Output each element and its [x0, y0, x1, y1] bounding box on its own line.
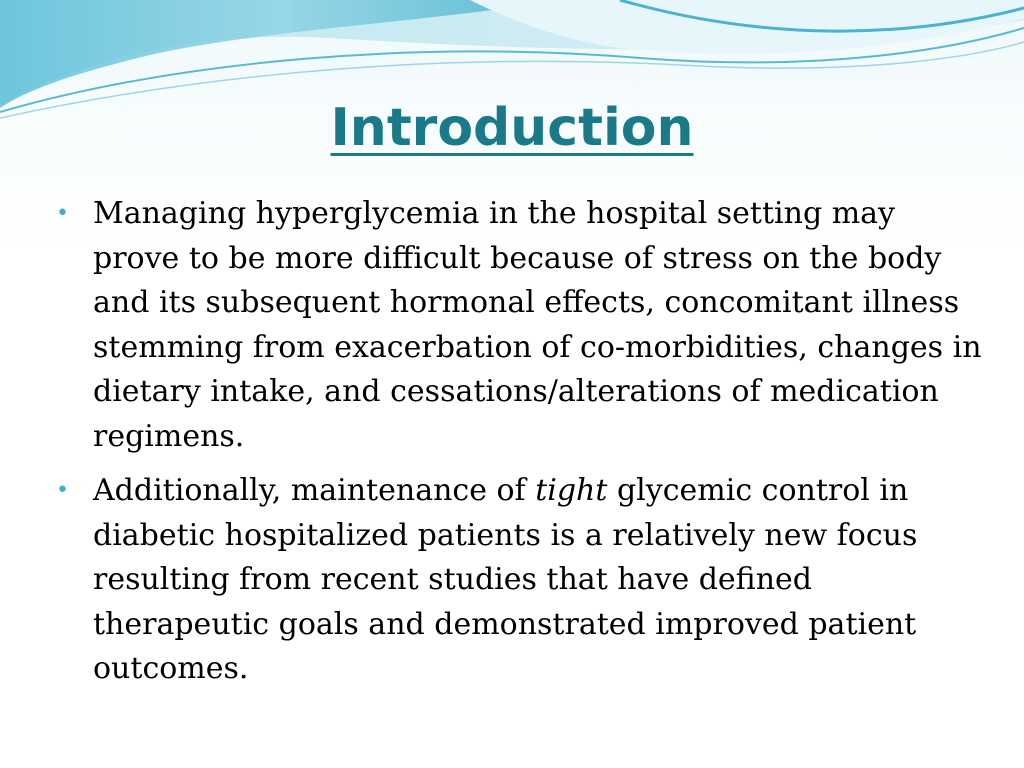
bullet-list	[56, 192, 986, 702]
slide-title-text: Introduction	[330, 98, 694, 158]
bullet-emphasis: tight	[535, 473, 608, 508]
bullet-text-lead: Additionally, maintenance of	[93, 473, 536, 508]
bullet-item-1	[56, 192, 986, 459]
bullet-text: Managing hyperglycemia in the hospital setting may prove to be more difficult because of stress on the body and its subsequent hormonal effects, concomitant illness stemming from exacerbation of co-morbidities, changes in dietary intake, and cessations/alterations of medication regimens.	[93, 196, 982, 454]
bullet-icon: •	[56, 478, 69, 503]
bullet-icon: •	[56, 201, 69, 226]
slide-title	[0, 92, 1024, 164]
bullet-item-2	[56, 469, 986, 692]
bullet-text-tail: glycemic control in diabetic hospitalized patients is a relatively new focus resulting from recent studies that have defined therapeutic goals and demonstrated improved patient outcomes.	[93, 473, 918, 686]
